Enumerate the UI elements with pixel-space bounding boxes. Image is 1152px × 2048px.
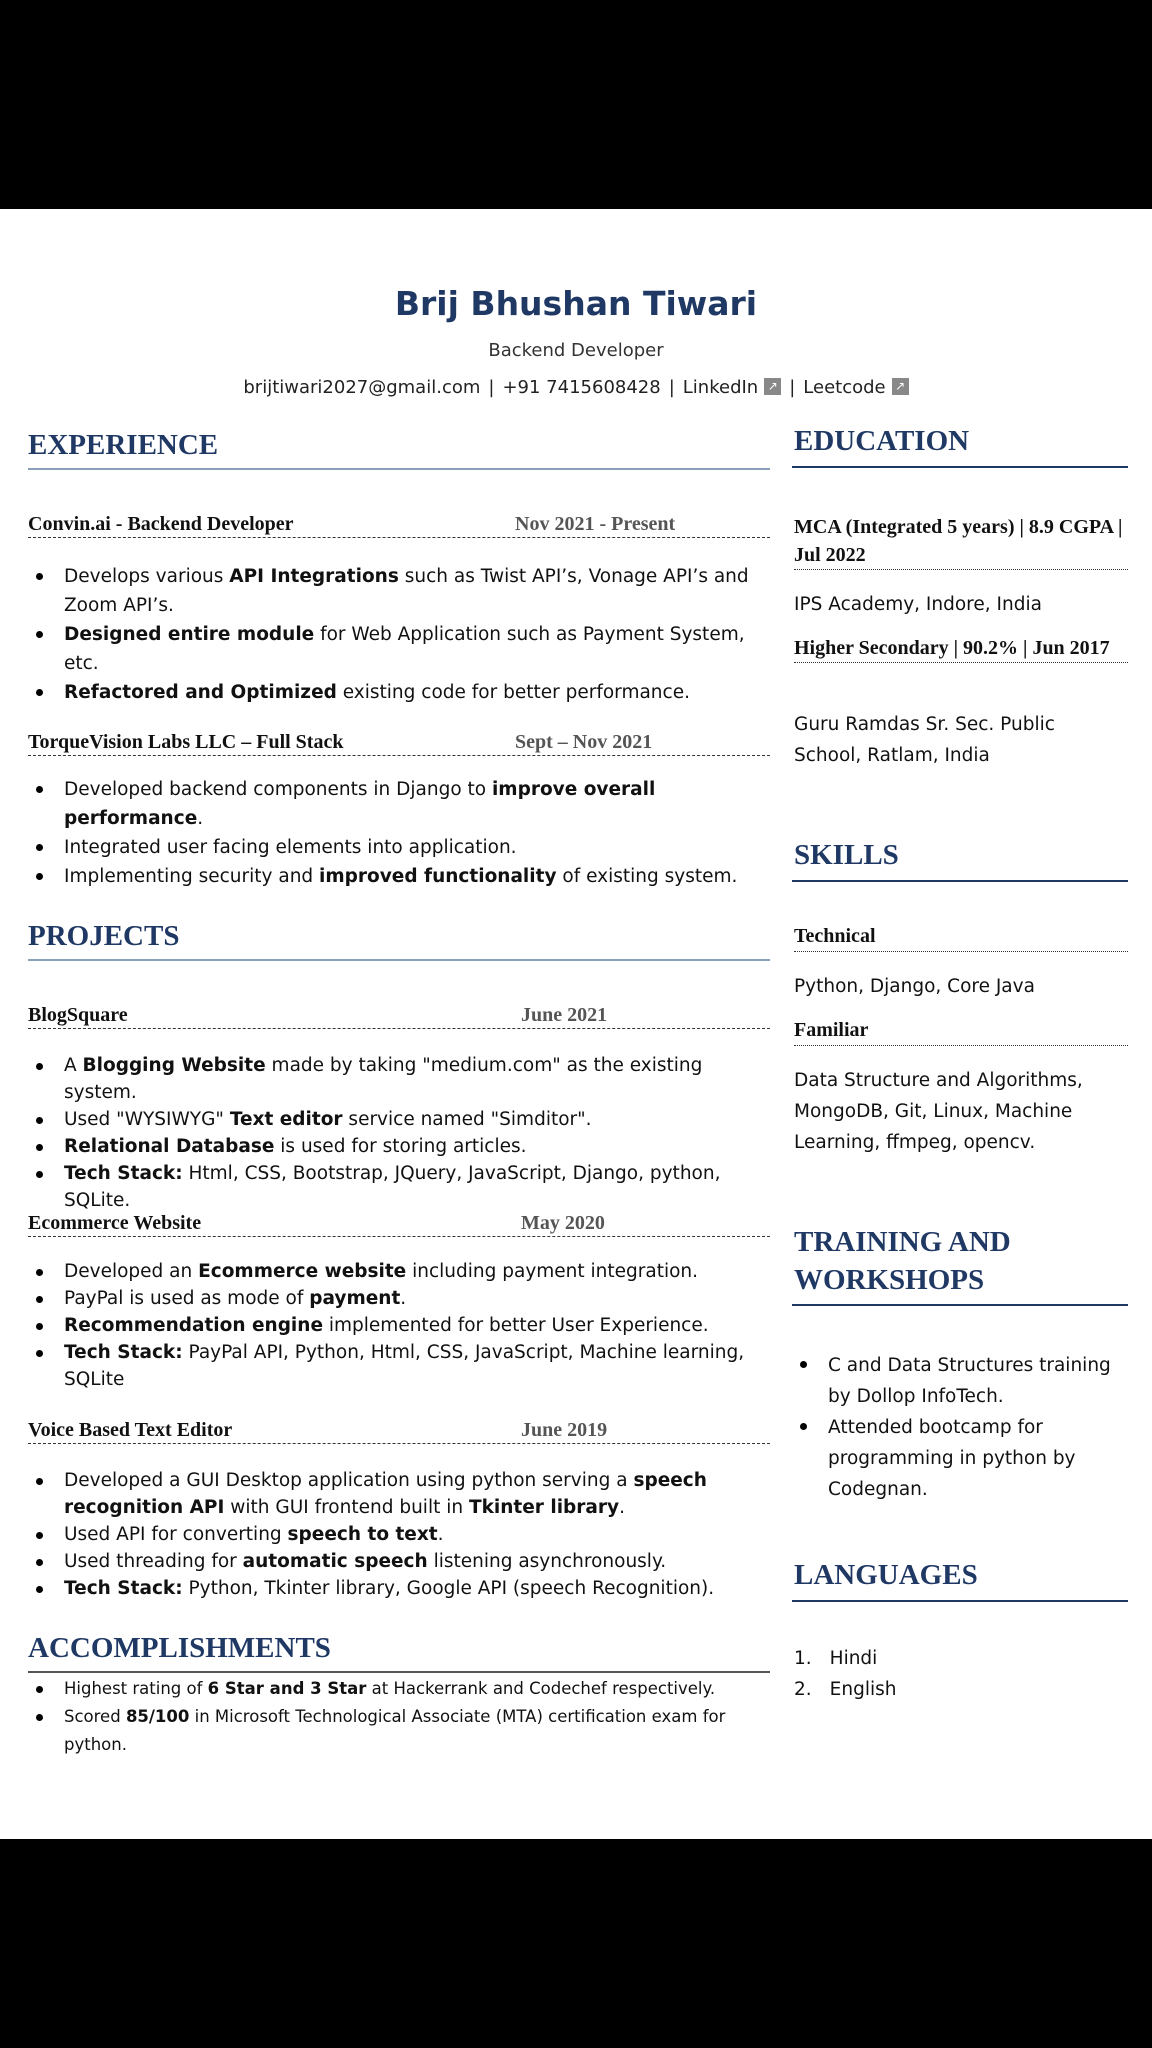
separator: | — [488, 377, 495, 398]
list-item: C and Data Structures training by Dollop InfoTech. — [792, 1350, 1112, 1412]
training-list — [792, 1350, 1112, 1505]
section-rule — [792, 466, 1128, 468]
education-degree: MCA (Integrated 5 years) | 8.9 CGPA | Jul 2022 — [794, 513, 1128, 570]
skills-heading: SKILLS — [794, 839, 899, 871]
section-rule — [792, 880, 1128, 882]
language-name: English — [829, 1679, 897, 1700]
entry-title: BlogSquare — [28, 1004, 128, 1026]
experience-bullets — [28, 775, 770, 891]
section-rule — [792, 1600, 1128, 1602]
experience-heading: EXPERIENCE — [28, 429, 219, 461]
list-item: Tech Stack: Python, Tkinter library, Google API (speech Recognition). — [28, 1575, 770, 1602]
entry-date: May 2020 — [521, 1212, 605, 1234]
list-item: A Blogging Website made by taking "medium.com" as the existing system. — [28, 1052, 770, 1106]
entry-title: Ecommerce Website — [28, 1212, 202, 1234]
list-item: Developed an Ecommerce website including payment integration. — [28, 1258, 770, 1285]
list-item: Refactored and Optimized existing code for better performance. — [28, 678, 770, 707]
list-item: Implementing security and improved functionality of existing system. — [28, 862, 770, 891]
skills-technical-label: Technical — [794, 925, 1128, 952]
project-bullets — [28, 1052, 770, 1214]
section-rule — [792, 1304, 1128, 1306]
list-item: Tech Stack: Html, CSS, Bootstrap, JQuery, JavaScript, Django, python, SQLite. — [28, 1160, 770, 1214]
project-entry-title — [28, 1419, 770, 1444]
skills-familiar-label: Familiar — [794, 1019, 1128, 1046]
phone-number: +91 7415608428 — [502, 377, 661, 398]
entry-title: TorqueVision Labs LLC – Full Stack — [28, 731, 344, 753]
accomplishment-bullets — [28, 1675, 770, 1759]
entry-date: June 2019 — [521, 1419, 608, 1441]
list-item: Scored 85/100 in Microsoft Technological Associate (MTA) certification exam for python. — [28, 1703, 770, 1759]
contact-line — [0, 377, 1152, 398]
external-link-icon[interactable]: ↗ — [764, 378, 781, 395]
entry-date: June 2021 — [521, 1004, 608, 1026]
list-item: Used "WYSIWYG" Text editor service named "Simditor". — [28, 1106, 770, 1133]
list-item: Developed backend components in Django to improve overall performance. — [28, 775, 770, 833]
list-item — [794, 1643, 1124, 1674]
education-degree: Higher Secondary | 90.2% | Jun 2017 — [794, 634, 1128, 663]
list-item: Highest rating of 6 Star and 3 Star at Hackerrank and Codechef respectively. — [28, 1675, 770, 1703]
list-item: Used API for converting speech to text. — [28, 1521, 770, 1548]
list-item: Develops various API Integrations such as Twist API’s, Vonage API’s and Zoom API’s. — [28, 562, 770, 620]
project-entry-title — [28, 1212, 770, 1237]
job-title: Backend Developer — [488, 340, 664, 361]
section-rule — [28, 959, 770, 961]
separator: | — [789, 377, 796, 398]
email-link[interactable]: brijtiwari2027@gmail.com — [243, 377, 481, 398]
leetcode-link[interactable]: Leetcode — [803, 377, 886, 398]
list-item: PayPal is used as mode of payment. — [28, 1285, 770, 1312]
list-item: Attended bootcamp for programming in python by Codegnan. — [792, 1412, 1112, 1505]
skills-technical: Python, Django, Core Java — [794, 976, 1035, 997]
projects-heading: PROJECTS — [28, 920, 180, 952]
education-heading: EDUCATION — [794, 425, 970, 457]
education-school: Guru Ramdas Sr. Sec. Public School, Ratlam, India — [794, 714, 1055, 766]
project-entry-title — [28, 1004, 770, 1029]
list-item — [794, 1674, 1124, 1705]
list-item: Tech Stack: PayPal API, Python, Html, CSS, JavaScript, Machine learning, SQLite — [28, 1339, 770, 1393]
section-rule — [28, 1671, 770, 1673]
project-bullets — [28, 1258, 770, 1393]
project-bullets — [28, 1467, 770, 1602]
external-link-icon[interactable]: ↗ — [892, 378, 909, 395]
entry-title: Voice Based Text Editor — [28, 1419, 233, 1441]
list-item: Relational Database is used for storing articles. — [28, 1133, 770, 1160]
entry-date: Sept – Nov 2021 — [515, 731, 653, 753]
resume-page — [0, 209, 1152, 1839]
language-name: Hindi — [829, 1648, 878, 1669]
accomplishments-heading: ACCOMPLISHMENTS — [28, 1632, 331, 1664]
entry-date: Nov 2021 - Present — [515, 513, 676, 535]
languages-list — [794, 1643, 1124, 1705]
languages-heading: LANGUAGES — [794, 1559, 978, 1591]
candidate-name: Brij Bhushan Tiwari — [394, 284, 758, 323]
skills-familiar: Data Structure and Algorithms, MongoDB, Git, Linux, Machine Learning, ffmpeg, opencv. — [794, 1070, 1083, 1153]
list-number: 1. — [794, 1648, 812, 1669]
list-item: Developed a GUI Desktop application using python serving a speech recognition API with GUI frontend built in Tkinter library. — [28, 1467, 770, 1521]
experience-entry-title — [28, 513, 770, 538]
list-item: Integrated user facing elements into application. — [28, 833, 770, 862]
experience-bullets — [28, 562, 770, 707]
experience-entry-title — [28, 731, 770, 756]
training-heading: TRAINING AND WORKSHOPS — [794, 1226, 1011, 1296]
linkedin-link[interactable]: LinkedIn — [682, 377, 759, 398]
list-item: Recommendation engine implemented for better User Experience. — [28, 1312, 770, 1339]
list-item: Designed entire module for Web Application such as Payment System, etc. — [28, 620, 770, 678]
education-school: IPS Academy, Indore, India — [794, 594, 1042, 615]
list-number: 2. — [794, 1679, 812, 1700]
entry-title: Convin.ai - Backend Developer — [28, 513, 294, 535]
section-rule — [28, 468, 770, 470]
list-item: Used threading for automatic speech listening asynchronously. — [28, 1548, 770, 1575]
separator: | — [668, 377, 675, 398]
